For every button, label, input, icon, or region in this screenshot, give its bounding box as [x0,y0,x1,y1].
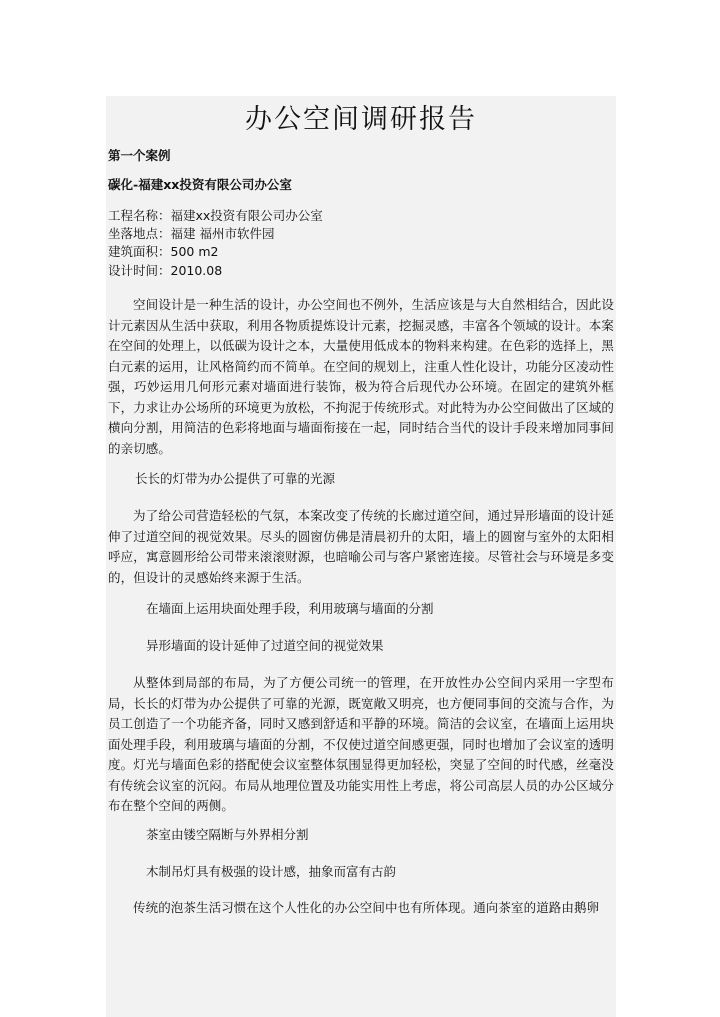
caption-light-strip: 长长的灯带为办公提供了可靠的光源 [135,471,336,486]
document-title: 办公空间调研报告 [245,104,477,135]
document-page [106,96,616,1017]
caption-wood-lamp: 木制吊灯具有极强的设计感，抽象而富有古韵 [146,864,397,879]
location-line: 坐落地点：福建 福州市软件园 [108,226,275,241]
paragraph-tea: 传统的泡茶生活习惯在这个人性化的办公空间中也有所体现。通向茶室的道路由鹅卵 [133,900,600,915]
paragraph-layout: 从整体到局部的布局，为了方便公司统一的管理，在开放性办公空间内采用一字型布局，长长的灯带为办公提供了可靠的光源，既宽敞又明亮，也方便同事间的交流与合作，为员工创造了一个功能齐备，同时又感到舒适和平静的环境。简洁的会议室，在墙面上运用块面处理手段，利用玻璃与墙面的分割，不仅使过道空间感更强，同时也增加了会议室的透明度。灯光与墙面色彩的搭配使会议室整体氛围显得更加轻松，突显了空间的时代感，丝毫没有传统会议室的沉闷。布局从地理位置及功能实用性上考虑，将公司高层人员的办公区域分布在整个空间的两侧。 [108,675,614,813]
caption-tea-room: 茶室由镂空隔断与外界相分割 [146,827,309,842]
project-heading: 碳化-福建xx投资有限公司办公室 [108,177,292,192]
paragraph-corridor: 为了给公司营造轻松的气氛，本案改变了传统的长廊过道空间，通过异形墙面的设计延伸了过道空间的视觉效果。尽头的圆窗仿佛是清晨初升的太阳，墙上的圆窗与室外的太阳相呼应，寓意圆形给公司带来滚滚财源，也暗喻公司与客户紧密连接。尽管社会与环境是多变的，但设计的灵感始终来源于生活。 [108,508,614,585]
caption-wall-treatment: 在墙面上运用块面处理手段，利用玻璃与墙面的分割 [146,601,434,616]
caption-shaped-wall: 异形墙面的设计延伸了过道空间的视觉效果 [146,638,384,653]
design-time-line: 设计时间：2010.08 [108,263,223,278]
area-line: 建筑面积：500 m2 [108,244,219,259]
paragraph-intro: 空间设计是一种生活的设计，办公空间也不例外，生活应该是与大自然相结合，因此设计元素因从生活中获取，利用各物质提炼设计元素，挖掘灵感，丰富各个领域的设计。本案在空间的处理上，以低碳为设计之本，大量使用低成本的物料来构建。在色彩的选择上，黑白元素的运用，让风格简约而不简单。在空间的规划上，注重人性化设计，功能分区凌动性强，巧妙运用几何形元素对墙面进行装饰，极为符合后现代办公环境。在固定的建筑外框下，力求让办公场所的环境更为放松，不拘泥于传统形式。对此特为办公空间做出了区域的横向分割，用简洁的色彩将地面与墙面衔接在一起，同时结合当代的设计手段来增加同事间的亲切感。 [108,297,614,456]
case-heading: 第一个案例 [108,148,171,163]
project-name-line: 工程名称：福建xx投资有限公司办公室 [108,208,323,223]
